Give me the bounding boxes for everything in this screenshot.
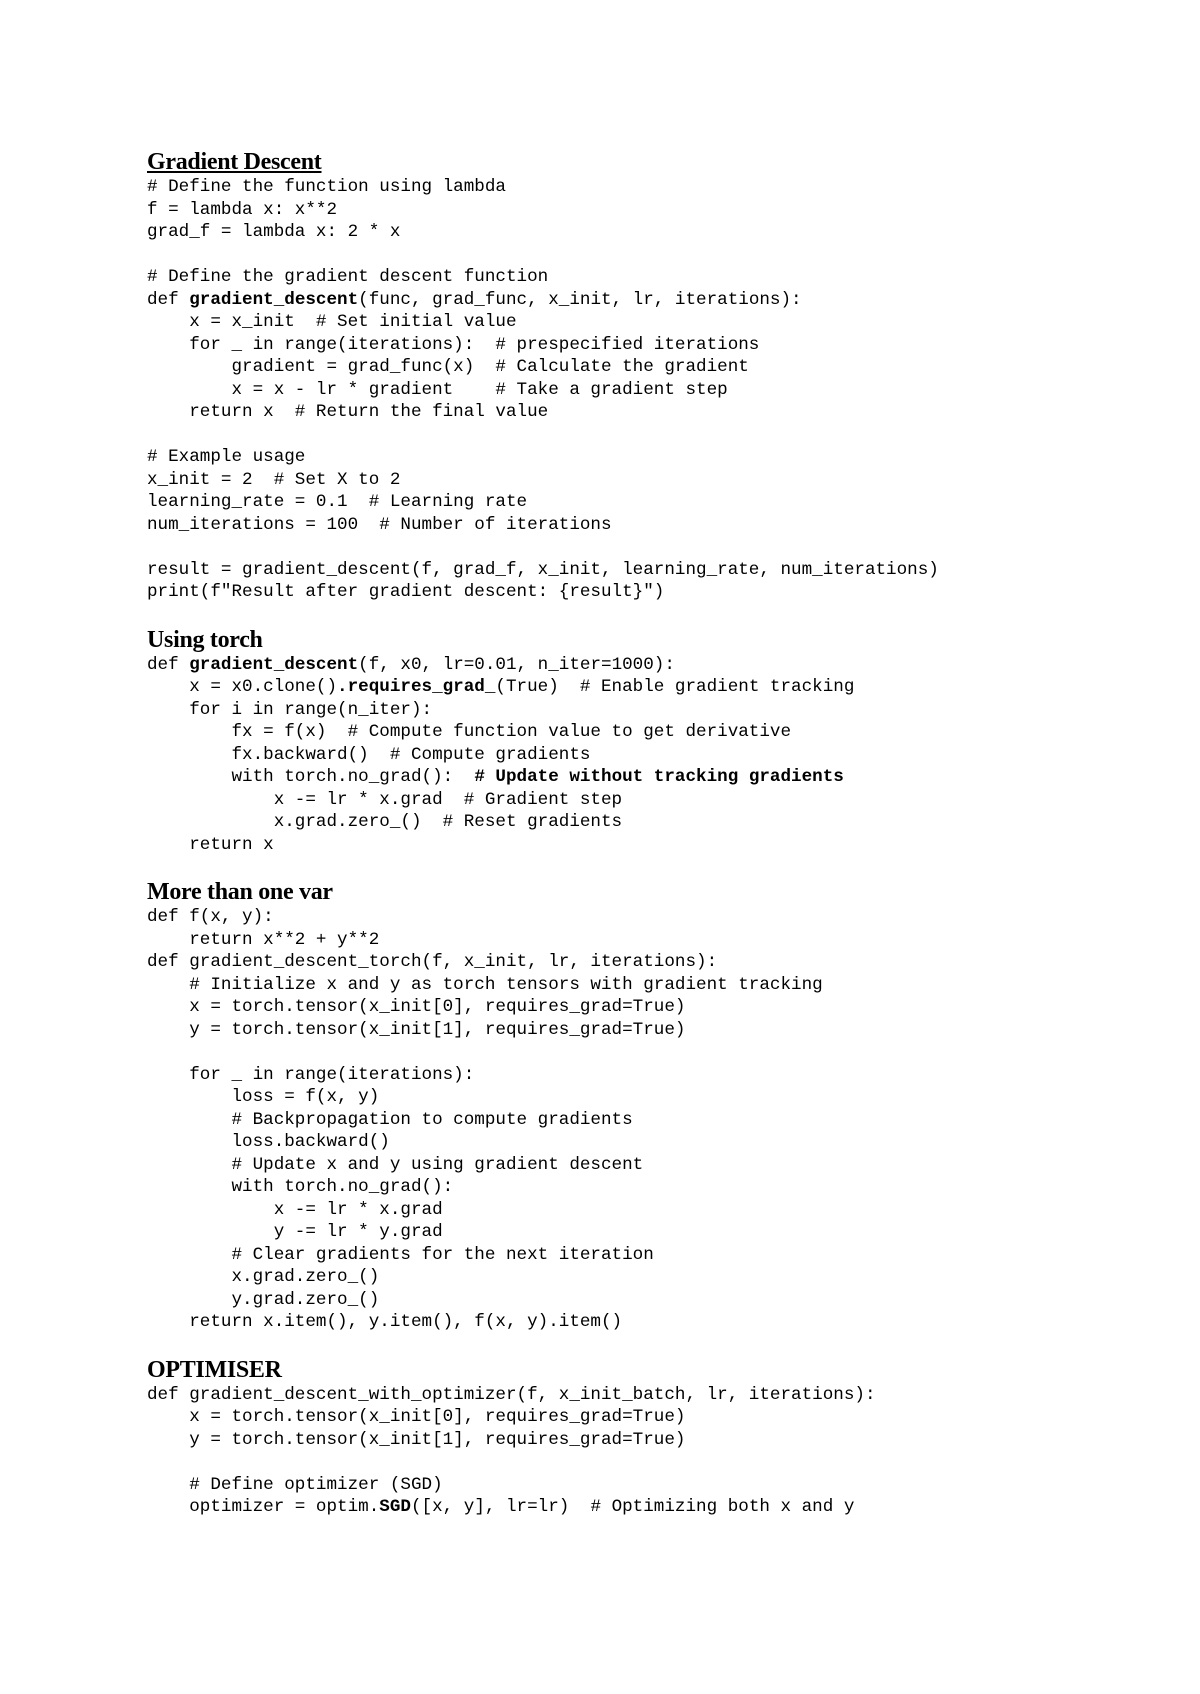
code-segment: def bbox=[147, 654, 190, 675]
code-line bbox=[147, 424, 1157, 447]
code-segment: x -= lr * x.grad bbox=[147, 1199, 443, 1220]
code-segment: print(f"Result after gradient descent: {result}") bbox=[147, 582, 665, 602]
code-line bbox=[147, 176, 1157, 199]
section-optimiser bbox=[147, 1356, 1157, 1519]
code-line bbox=[147, 1496, 1157, 1519]
code-segment: # Update x and y using gradient descent bbox=[147, 1154, 644, 1175]
code-line bbox=[147, 1221, 1157, 1244]
code-line bbox=[147, 654, 1157, 677]
code-line bbox=[147, 789, 1157, 812]
code-line bbox=[147, 356, 1157, 379]
code-segment: return x**2 + y**2 bbox=[147, 929, 380, 950]
code-block bbox=[147, 176, 1157, 604]
code-segment: with torch.no_grad(): bbox=[147, 767, 475, 787]
section-heading: OPTIMISER bbox=[147, 1356, 282, 1383]
code-segment: x.grad.zero_() bbox=[147, 1267, 380, 1287]
code-line bbox=[147, 401, 1157, 424]
code-segment: optimizer = optim. bbox=[147, 1497, 380, 1517]
code-line bbox=[147, 1131, 1157, 1154]
code-segment: y = torch.tensor(x_init[1], requires_grad=True) bbox=[147, 1019, 686, 1040]
section-heading: Gradient Descent bbox=[147, 149, 322, 175]
code-segment: gradient = grad_func(x) # Calculate the gradient bbox=[147, 357, 749, 377]
code-line bbox=[147, 1199, 1157, 1222]
code-bold-segment: gradient_descent bbox=[189, 654, 359, 675]
code-segment: ([x, y], lr=lr) # Optimizing both x and y bbox=[410, 1497, 855, 1517]
code-segment: x -= lr * x.grad # Gradient step bbox=[147, 789, 623, 810]
code-segment: def f(x, y): bbox=[147, 907, 274, 927]
section-gap bbox=[147, 856, 1157, 878]
code-segment: def gradient_descent_with_optimizer(f, x_init_batch, lr, iterations): bbox=[147, 1384, 876, 1405]
code-line bbox=[147, 311, 1157, 334]
code-line bbox=[147, 974, 1157, 997]
code-line bbox=[147, 951, 1157, 974]
code-line bbox=[147, 1041, 1157, 1064]
code-line bbox=[147, 289, 1157, 312]
code-segment: with torch.no_grad(): bbox=[147, 1177, 454, 1197]
code-line bbox=[147, 469, 1157, 492]
code-segment: for _ in range(iterations): bbox=[147, 1064, 475, 1085]
code-line bbox=[147, 1244, 1157, 1267]
code-line bbox=[147, 721, 1157, 744]
code-line bbox=[147, 1266, 1157, 1289]
code-line bbox=[147, 1451, 1157, 1474]
code-line bbox=[147, 811, 1157, 834]
code-segment: x = torch.tensor(x_init[0], requires_grad=True) bbox=[147, 1407, 686, 1427]
code-segment: (f, x0, lr=0.01, n_iter=1000): bbox=[358, 654, 675, 675]
code-line bbox=[147, 1176, 1157, 1199]
section-heading: More than one var bbox=[147, 879, 333, 905]
code-block bbox=[147, 654, 1157, 857]
code-line bbox=[147, 1384, 1157, 1407]
section-more-than-one-var bbox=[147, 878, 1157, 1334]
code-segment: y = torch.tensor(x_init[1], requires_grad=True) bbox=[147, 1429, 686, 1450]
code-segment: x = torch.tensor(x_init[0], requires_grad=True) bbox=[147, 997, 686, 1017]
code-segment: x = x - lr * gradient # Take a gradient step bbox=[147, 379, 728, 400]
code-segment: result = gradient_descent(f, grad_f, x_init, learning_rate, num_iterations) bbox=[147, 559, 939, 580]
document-page bbox=[147, 148, 1157, 1519]
code-bold-segment: .requires_grad_ bbox=[337, 677, 496, 697]
code-line bbox=[147, 1311, 1157, 1334]
section-gap bbox=[147, 604, 1157, 626]
code-line bbox=[147, 699, 1157, 722]
code-line bbox=[147, 766, 1157, 789]
code-line bbox=[147, 559, 1157, 582]
code-segment: # Backpropagation to compute gradients bbox=[147, 1109, 633, 1130]
code-line bbox=[147, 834, 1157, 857]
code-segment: x = x0.clone() bbox=[147, 677, 338, 697]
code-line bbox=[147, 1289, 1157, 1312]
code-segment: x_init = 2 # Set X to 2 bbox=[147, 469, 401, 490]
code-line bbox=[147, 581, 1157, 604]
section-heading: Using torch bbox=[147, 626, 263, 653]
code-line bbox=[147, 1429, 1157, 1452]
code-segment: def bbox=[147, 289, 190, 310]
code-line bbox=[147, 334, 1157, 357]
code-segment: # Define the gradient descent function bbox=[147, 267, 549, 287]
code-line bbox=[147, 266, 1157, 289]
code-line bbox=[147, 379, 1157, 402]
section-gradient-descent bbox=[147, 148, 1157, 604]
code-segment: for _ in range(iterations): # prespecified iterations bbox=[147, 334, 760, 355]
code-line bbox=[147, 1474, 1157, 1497]
code-line bbox=[147, 199, 1157, 222]
code-line bbox=[147, 996, 1157, 1019]
code-segment: def gradient_descent_torch(f, x_init, lr, iterations): bbox=[147, 952, 718, 972]
code-line bbox=[147, 1064, 1157, 1087]
code-segment: y -= lr * y.grad bbox=[147, 1222, 443, 1242]
code-line bbox=[147, 744, 1157, 767]
code-segment: # Example usage bbox=[147, 447, 306, 467]
code-segment: # Initialize x and y as torch tensors with gradient tracking bbox=[147, 974, 823, 995]
code-line bbox=[147, 244, 1157, 267]
code-bold-segment: gradient_descent bbox=[189, 289, 359, 310]
code-line bbox=[147, 906, 1157, 929]
code-line bbox=[147, 1086, 1157, 1109]
section-using-torch bbox=[147, 626, 1157, 857]
code-segment: (func, grad_func, x_init, lr, iterations): bbox=[358, 289, 802, 310]
code-segment: for i in range(n_iter): bbox=[147, 699, 433, 720]
code-line bbox=[147, 676, 1157, 699]
code-segment: f = lambda x: x**2 bbox=[147, 199, 338, 220]
code-line bbox=[147, 514, 1157, 537]
code-line bbox=[147, 221, 1157, 244]
code-segment: y.grad.zero_() bbox=[147, 1289, 380, 1310]
code-line bbox=[147, 1154, 1157, 1177]
code-line bbox=[147, 1109, 1157, 1132]
code-block bbox=[147, 906, 1157, 1334]
code-line bbox=[147, 491, 1157, 514]
code-segment: fx.backward() # Compute gradients bbox=[147, 744, 591, 765]
code-segment: return x.item(), y.item(), f(x, y).item() bbox=[147, 1312, 623, 1332]
section-gap bbox=[147, 1334, 1157, 1356]
code-segment: (True) # Enable gradient tracking bbox=[495, 677, 855, 697]
code-segment: # Define the function using lambda bbox=[147, 177, 506, 197]
code-segment: grad_f = lambda x: 2 * x bbox=[147, 222, 401, 242]
code-segment: return x # Return the final value bbox=[147, 402, 549, 422]
code-segment: # Clear gradients for the next iteration bbox=[147, 1244, 654, 1265]
code-segment: loss.backward() bbox=[147, 1132, 390, 1152]
code-segment: learning_rate = 0.1 # Learning rate bbox=[147, 492, 528, 512]
code-line bbox=[147, 446, 1157, 469]
code-segment: x = x_init # Set initial value bbox=[147, 312, 517, 332]
code-line bbox=[147, 1019, 1157, 1042]
code-segment: fx = f(x) # Compute function value to get derivative bbox=[147, 722, 792, 742]
code-segment: loss = f(x, y) bbox=[147, 1087, 380, 1107]
code-block bbox=[147, 1384, 1157, 1519]
code-segment: num_iterations = 100 # Number of iterations bbox=[147, 514, 612, 535]
code-line bbox=[147, 536, 1157, 559]
code-bold-segment: SGD bbox=[379, 1497, 411, 1517]
code-bold-segment: # Update without tracking gradients bbox=[474, 767, 844, 787]
code-line bbox=[147, 1406, 1157, 1429]
code-segment: return x bbox=[147, 834, 274, 855]
code-line bbox=[147, 929, 1157, 952]
code-segment: # Define optimizer (SGD) bbox=[147, 1474, 443, 1495]
code-segment: x.grad.zero_() # Reset gradients bbox=[147, 812, 623, 832]
